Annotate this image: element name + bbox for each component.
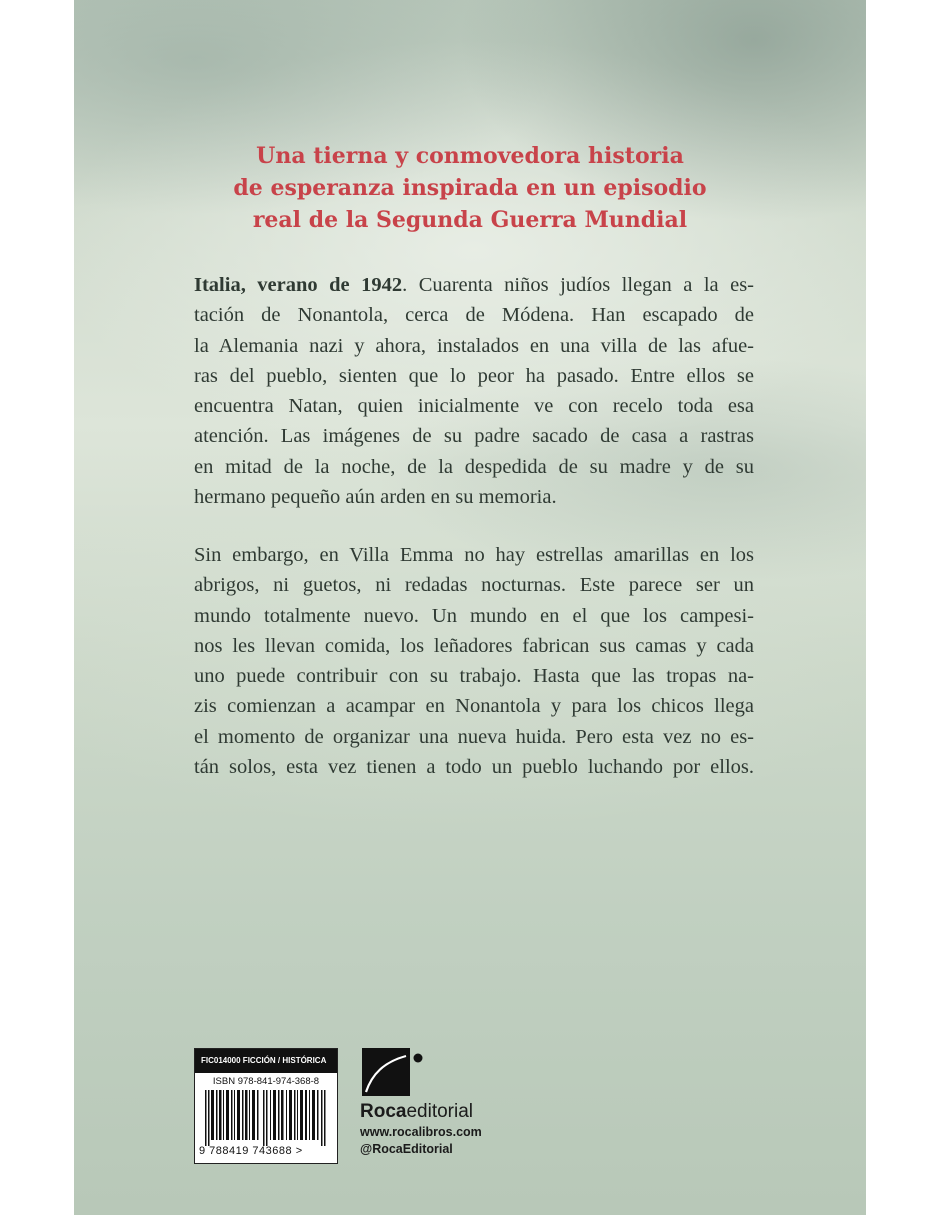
text-line: tación de Nonantola, cerca de Módena. Han escapado de bbox=[194, 304, 754, 327]
barcode-digits: 9 788419 743688 > bbox=[199, 1145, 303, 1157]
publisher-handle[interactable]: @RocaEditorial bbox=[360, 1142, 453, 1156]
text-line: uno puede contribuir con su trabajo. Hasta que las tropas na- bbox=[194, 665, 754, 688]
publisher-name-bold: Roca bbox=[360, 1101, 407, 1122]
text-line: el momento de organizar una nueva huida. Pero esta vez no es- bbox=[194, 725, 754, 748]
barcode-label bbox=[194, 1048, 338, 1164]
text-line: en mitad de la noche, de la despedida de su madre y de su bbox=[194, 455, 754, 478]
publisher-info bbox=[360, 1100, 482, 1158]
text-line: hermano pequeño aún arden en su memoria. bbox=[194, 486, 557, 509]
publisher-website[interactable]: www.rocalibros.com bbox=[360, 1125, 482, 1139]
publisher-name bbox=[360, 1100, 482, 1124]
text-line: atención. Las imágenes de su padre sacado de casa a rastras bbox=[194, 425, 754, 448]
text-line: la Alemania nazi y ahora, instalados en una villa de las afue- bbox=[194, 334, 754, 357]
text-line: encuentra Natan, quien inicialmente ve con recelo toda esa bbox=[194, 395, 754, 418]
category-code: FIC014000 FICCIÓN / HISTÓRICA bbox=[195, 1049, 337, 1073]
text-line: mundo totalmente nuevo. Un mundo en el que los campesi- bbox=[194, 604, 754, 627]
text-line: zis comienzan a acampar en Nonantola y para los chicos llega bbox=[194, 695, 754, 718]
synopsis-paragraph-2 bbox=[194, 540, 754, 782]
text-line: abrigos, ni guetos, ni redadas nocturnas. Este parece ser un bbox=[194, 574, 754, 597]
barcode-icon bbox=[205, 1090, 327, 1146]
publisher-logo-icon bbox=[362, 1048, 424, 1098]
text-line: nos les llevan comida, los leñadores fabrican sus camas y cada bbox=[194, 634, 754, 657]
text-line: tán solos, esta vez tienen a todo un pueblo luchando por ellos. bbox=[194, 756, 754, 779]
tagline-line: real de la Segunda Guerra Mundial bbox=[252, 207, 688, 233]
back-cover bbox=[74, 0, 866, 1215]
text-line: Sin embargo, en Villa Emma no hay estrellas amarillas en los bbox=[194, 544, 754, 566]
tagline bbox=[74, 140, 866, 236]
synopsis-paragraph-1 bbox=[194, 270, 754, 512]
text-line bbox=[194, 270, 754, 300]
text-line: ras del pueblo, sienten que lo peor ha pasado. Entre ellos se bbox=[194, 364, 754, 387]
tagline-line: Una tierna y conmovedora historia bbox=[256, 143, 684, 169]
lead-rest: . Cuarenta niños judíos llegan a la es- bbox=[402, 274, 755, 296]
tagline-line: de esperanza inspirada en un episodio bbox=[233, 175, 707, 201]
lead-bold: Italia, verano de 1942 bbox=[194, 274, 403, 296]
isbn-text: ISBN 978-841-974-368-8 bbox=[212, 1076, 320, 1087]
publisher-name-rest: editorial bbox=[406, 1101, 474, 1122]
